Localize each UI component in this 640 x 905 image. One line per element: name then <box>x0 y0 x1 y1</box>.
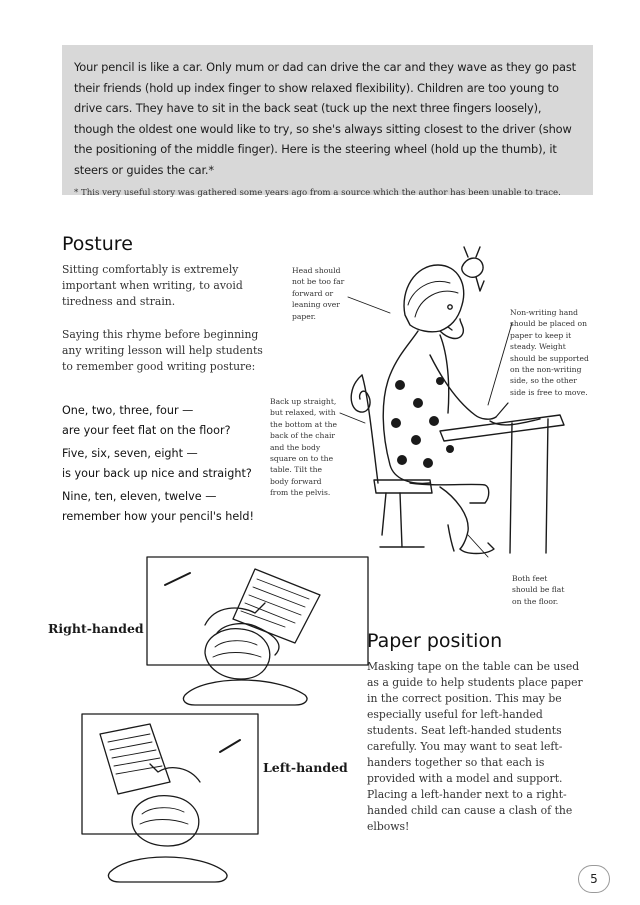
left-handed-label: Left-handed <box>263 760 348 775</box>
paper-position-text: Masking tape on the table can be used as a guide to help students place paper in the correct position. This may be especially useful for left-handed students. Seat left-handed students carefully. You may want to seat left-handers together so that each is provided with a model and support. Placing a left-hander next to a right-handed child can cause a clash of the elbows! <box>367 660 583 833</box>
paper-sheet <box>100 724 170 794</box>
rhyme-line: One, two, three, four — <box>62 404 194 417</box>
chair-back <box>183 680 306 705</box>
paper-position-heading: Paper position <box>367 630 503 652</box>
posture-rhyme <box>62 401 272 526</box>
rhyme-line: Five, six, seven, eight — <box>62 447 198 460</box>
rhyme-line: are your feet flat on the floor? <box>62 423 231 437</box>
rhyme-line: remember how your pencil's held! <box>62 509 254 523</box>
note-back: Back up straight, but relaxed, with the bottom at the back of the chair and the body square on to the table. Tilt the body forward from the pelvis. <box>270 397 338 498</box>
note-feet: Both feet should be flat on the floor. <box>512 574 565 606</box>
story-text: Your pencil is like a car. Only mum or dad can drive the car and they wave as they go past their friends (hold up index finger to show relaxed flexibility). Children are too young to drive cars. They have to sit in the back seat (tuck up the next three fingers loosely), though the oldest one would like to try, so she's always sitting closest to the driver (show the positioning of the middle finger). Here is the steering wheel (hold up the thumb), it steers or guides the car.* <box>74 60 576 177</box>
pencil <box>165 573 190 585</box>
pointer-line <box>348 297 390 313</box>
story-footnote: * This very useful story was gathered some years ago from a source which the author has been unable to trace. <box>74 188 561 198</box>
posture-rhyme-intro: Saying this rhyme before beginning any writing lesson will help students to remember good writing posture: <box>62 328 263 373</box>
note-head: Head should not be too far forward or leaning over paper. <box>292 266 345 321</box>
page-number: 5 <box>578 865 610 893</box>
child-head <box>132 796 199 846</box>
right-handed-illustration <box>145 555 370 707</box>
story-box <box>62 45 593 198</box>
pencil <box>220 740 240 752</box>
note-non-writing-hand: Non-writing hand should be placed on paper to keep it steady. Weight should be supported on the non-writing side, so the other side is free to move. <box>510 308 589 397</box>
right-handed-label: Right-handed <box>48 621 144 636</box>
left-handed-illustration <box>80 712 260 887</box>
seated-child-illustration <box>290 235 590 580</box>
chair-back <box>108 857 226 882</box>
rhyme-line: Nine, ten, eleven, twelve — <box>62 490 217 503</box>
posture-intro: Sitting comfortably is extremely important when writing, to avoid tiredness and strain. <box>62 263 243 308</box>
pointer-line <box>340 413 365 423</box>
rhyme-line: is your back up nice and straight? <box>62 466 252 480</box>
dress-dots <box>391 377 454 468</box>
child-head <box>205 629 270 679</box>
child-figure <box>383 247 540 554</box>
posture-heading: Posture <box>62 233 133 255</box>
pointer-line <box>488 323 512 405</box>
